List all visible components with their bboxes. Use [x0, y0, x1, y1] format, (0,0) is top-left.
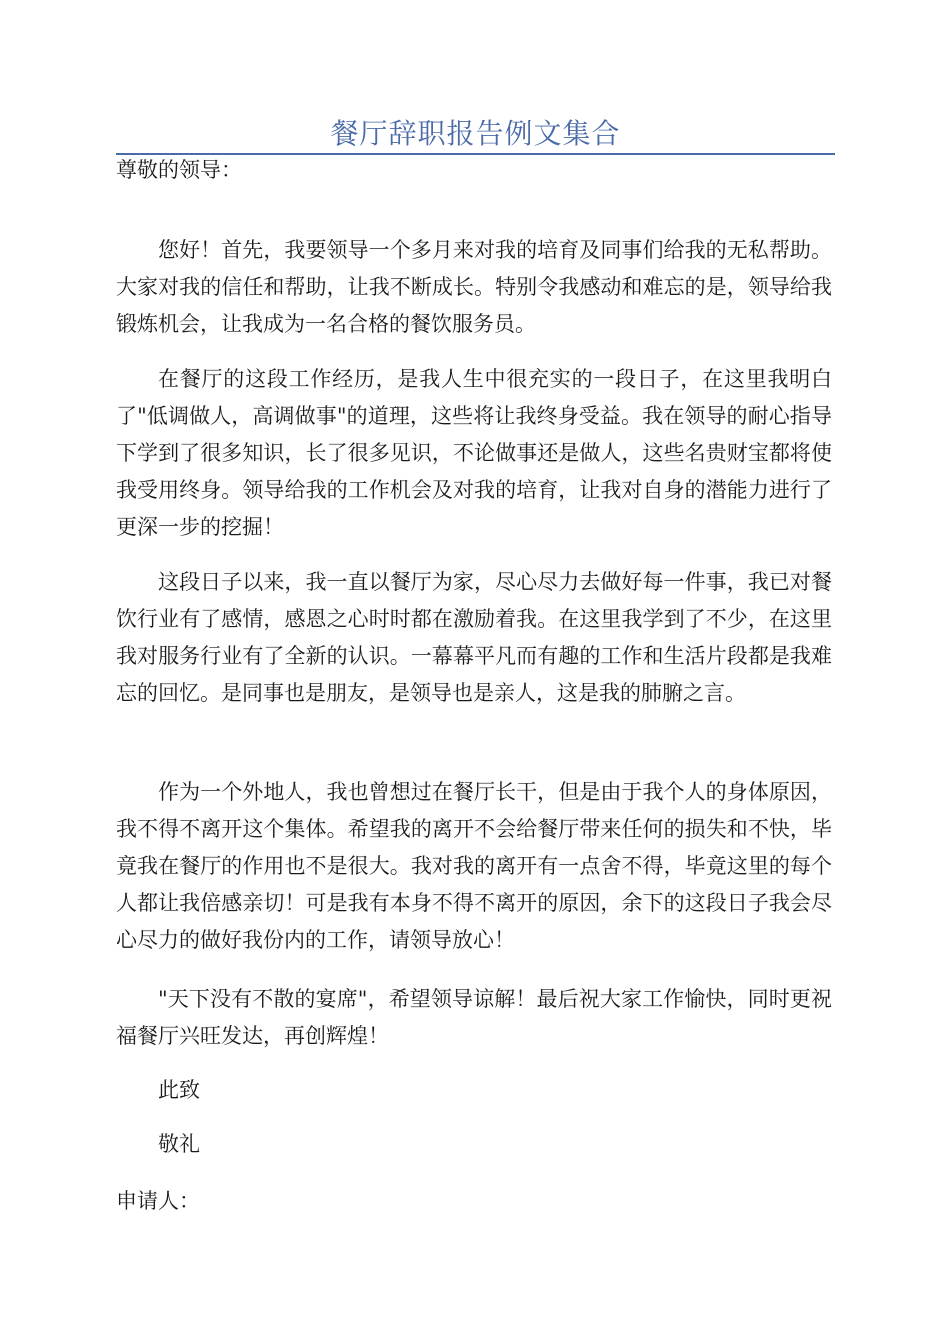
closing-cizhi: 此致 [158, 1078, 200, 1102]
paragraph-1: 您好！首先，我要领导一个多月来对我的培育及同事们给我的无私帮助。大家对我的信任和帮助，让我不断成长。特别令我感动和难忘的是，领导给我锻炼机会，让我成为一名合格的餐饮服务员。 [116, 238, 832, 336]
closing-jingli: 敬礼 [158, 1132, 200, 1156]
paragraph-2: 在餐厅的这段工作经历，是我人生中很充实的一段日子，在这里我明白了"低调做人，高调做事"的道理，这些将让我终身受益。我在领导的耐心指导下学到了很多知识，长了很多见识，不论做事还是做人，这些名贵财宝都将使我受用终身。领导给我的工作机会及对我的培育，让我对自身的潜能力进行了更深一步的挖掘！ [116, 367, 832, 539]
salutation: 尊敬的领导： [116, 158, 242, 182]
applicant-label: 申请人： [116, 1189, 200, 1213]
document-title: 餐厅辞职报告例文集合 [330, 117, 621, 150]
paragraph-5: "天下没有不散的宴席"，希望领导谅解！最后祝大家工作愉快，同时更祝福餐厅兴旺发达，再创辉煌！ [116, 987, 832, 1048]
paragraph-3: 这段日子以来，我一直以餐厅为家，尽心尽力去做好每一件事，我已对餐饮行业有了感情，感恩之心时时都在激励着我。在这里我学到了不少，在这里我对服务行业有了全新的认识。一幕幕平凡而有趣的工作和生活片段都是我难忘的回忆。是同事也是朋友，是领导也是亲人，这是我的肺腑之言。 [116, 570, 832, 705]
paragraph-4: 作为一个外地人，我也曾想过在餐厅长干，但是由于我个人的身体原因，我不得不离开这个集体。希望我的离开不会给餐厅带来任何的损失和不快，毕竟我在餐厅的作用也不是很大。我对我的离开有一点舍不得，毕竟这里的每个人都让我倍感亲切！可是我有本身不得不离开的原因，余下的这段日子我会尽心尽力的做好我份内的工作，请领导放心！ [116, 780, 832, 952]
